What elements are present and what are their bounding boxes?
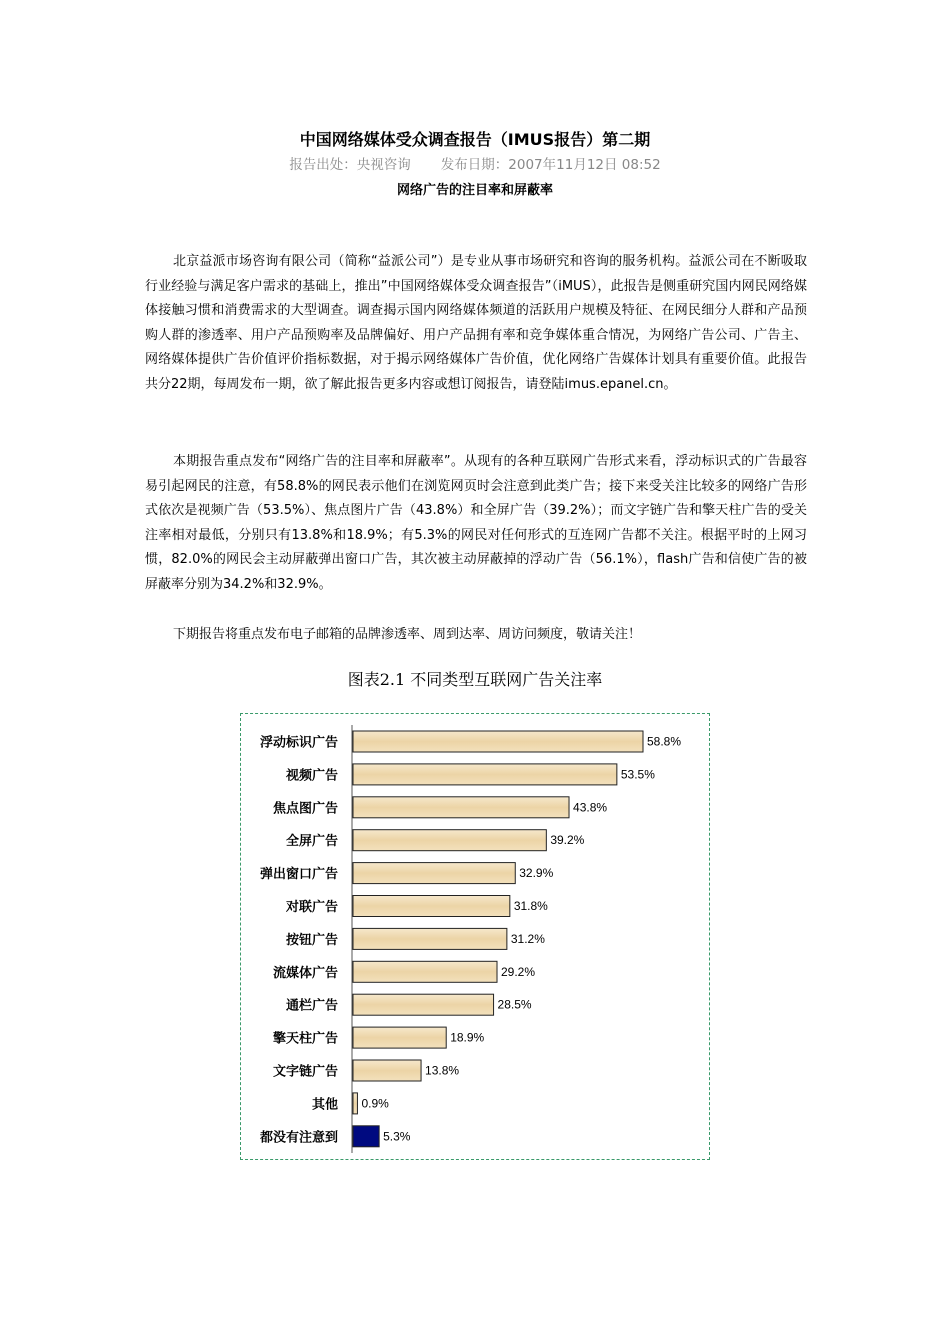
category-label-10: 擎天柱广告	[272, 1031, 338, 1047]
bar-3	[353, 797, 569, 818]
value-label-11: 13.8%	[425, 1063, 460, 1078]
bar-5	[353, 863, 515, 884]
bar-13	[353, 1126, 379, 1147]
bar-8	[353, 961, 497, 982]
category-label-5: 弹出窗口广告	[259, 867, 338, 883]
value-label-7: 31.2%	[510, 931, 545, 946]
bar-11	[353, 1060, 421, 1081]
value-label-4: 39.2%	[550, 833, 585, 848]
value-label-13: 5.3%	[383, 1129, 411, 1144]
bar-7	[353, 928, 507, 949]
category-label-1: 浮动标识广告	[259, 735, 338, 751]
report-meta	[0, 153, 950, 173]
bar-2	[353, 764, 617, 785]
category-label-6: 对联广告	[285, 900, 338, 915]
findings-paragraph: 本期报告重点发布“网络广告的注目率和屏蔽率”。从现有的各种互联网广告形式来看，浮动标识式的广告最容易引起网民的注意，有58.8%的网民表示他们在浏览网页时会注意到此类广告；接下来受关注比较多的网络广告形式依次是视频广告（53.5%）、焦点图片广告（43.8%）和全屏广告（39.2%）；而文字链广告和擎天柱广告的受关注率相对最低，分别只有13.8%和18.9%；有5.3%的网民对任何形式的互连网广告都不关注。根据平时的上网习惯，82.0%的网民会主动屏蔽弹出窗口广告，其次被主动屏蔽掉的浮动广告（56.1%），flash广告和信使广告的被屏蔽率分别为34.2%和32.9%。	[145, 454, 807, 592]
category-label-8: 流媒体广告	[272, 965, 338, 981]
category-label-4: 全屏广告	[285, 834, 338, 850]
chart-title: 图表2.1 不同类型互联网广告关注率	[347, 670, 603, 689]
bar-4	[353, 830, 546, 851]
value-label-5: 32.9%	[519, 866, 554, 881]
intro-paragraph: 北京益派市场咨询有限公司（简称“益派公司”）是专业从事市场研究和咨询的服务机构。益派公司在不断吸取行业经验与满足客户需求的基础上，推出”中国网络媒体受众调查报告”（iMUS），此报告是侧重研究国内网民网络媒体接触习惯和消费需求的大型调查。调查揭示国内网络媒体频道的活跃用户规模及特征、在网民细分人群和产品预购人群的渗透率、用户产品预购率及品牌偏好、用户产品拥有率和竞争媒体重合情况，为网络广告公司、广告主、网络媒体提供广告价值评价指标数据，对于揭示网络媒体广告价值，优化网络广告媒体计划具有重要价值。此报告共分22期，每周发布一期，欲了解此报告更多内容或想订阅报告，请登陆imus.epanel.cn。	[145, 254, 807, 392]
bar-10	[353, 1027, 446, 1048]
value-label-12: 0.9%	[361, 1096, 389, 1111]
category-label-3: 焦点图广告	[272, 801, 338, 817]
value-label-8: 29.2%	[501, 964, 536, 979]
bar-1	[353, 731, 643, 752]
category-label-12: 其他	[311, 1097, 338, 1113]
category-label-7: 按钮广告	[285, 932, 338, 948]
value-label-9: 28.5%	[497, 997, 532, 1012]
report-subtitle: 网络广告的注目率和屏蔽率	[396, 183, 553, 198]
report-title: 中国网络媒体受众调查报告（IMUS报告）第二期	[299, 130, 651, 149]
report-source: 报告出处：央视咨询	[289, 157, 411, 173]
category-label-11: 文字链广告	[272, 1064, 338, 1080]
next-issue-paragraph: 下期报告将重点发布电子邮箱的品牌渗透率、周到达率、周访问频度，敬请关注！	[173, 627, 642, 642]
value-label-6: 31.8%	[513, 899, 548, 913]
value-label-2: 53.5%	[620, 767, 655, 782]
bar-6	[353, 896, 510, 917]
category-label-13: 都没有注意到	[259, 1130, 338, 1146]
category-label-2: 视频广告	[285, 768, 338, 784]
value-label-10: 18.9%	[450, 1030, 485, 1045]
bar-chart	[240, 713, 710, 1160]
bar-9	[353, 994, 494, 1015]
bar-12	[353, 1093, 357, 1114]
value-label-1: 58.8%	[647, 734, 682, 749]
value-label-3: 43.8%	[573, 800, 608, 815]
category-label-9: 通栏广告	[285, 998, 338, 1014]
report-date: 发布日期：2007年11月12日 08:52	[440, 157, 661, 173]
